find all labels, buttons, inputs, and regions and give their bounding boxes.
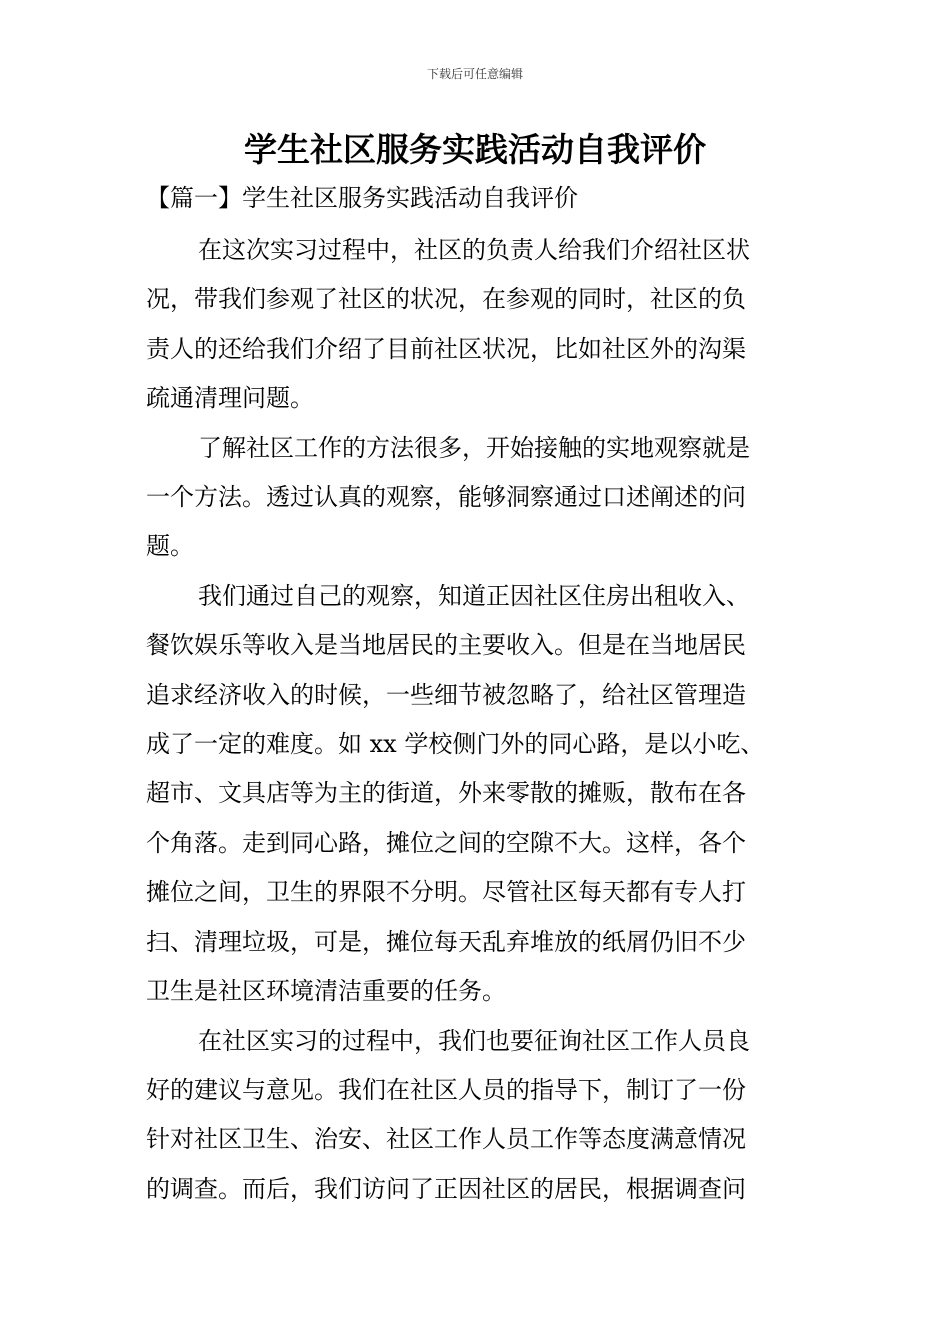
text-line: 一个方法。透过认真的观察，能够洞察通过口述阐述的问	[146, 483, 746, 512]
text-line: 了解社区工作的方法很多，开始接触的实地观察就是	[198, 433, 750, 462]
text-line: 疏通清理问题。	[146, 384, 314, 413]
text-line: 摊位之间，卫生的界限不分明。尽管社区每天都有专人打	[146, 878, 746, 907]
text-line: 针对社区卫生、治安、社区工作人员工作等态度满意情况	[146, 1125, 746, 1154]
text-line: 况，带我们参观了社区的状况，在参观的同时，社区的负	[146, 285, 746, 314]
text-line: 在社区实习的过程中，我们也要征询社区工作人员良	[198, 1026, 750, 1055]
document-body	[146, 226, 806, 1214]
paragraph-4	[146, 1017, 806, 1215]
paragraph-2	[146, 424, 806, 572]
text-line: 餐饮娱乐等收入是当地居民的主要收入。但是在当地居民	[146, 631, 746, 660]
text-line: 好的建议与意见。我们在社区人员的指导下，制订了一份	[146, 1075, 746, 1104]
text-line: 个角落。走到同心路，摊位之间的空隙不大。这样，各个	[146, 828, 746, 857]
text-line: 的调查。而后，我们访问了正因社区的居民，根据调查问	[146, 1174, 746, 1203]
header-note: 下载后可任意编辑	[426, 67, 523, 81]
paragraph-3	[146, 572, 806, 1017]
text-line: 超市、文具店等为主的街道，外来零散的摊贩，散布在各	[146, 779, 746, 808]
text-line: 题。	[146, 532, 194, 561]
text-line: 责人的还给我们介绍了目前社区状况，比如社区外的沟渠	[146, 334, 746, 363]
document-title: 学生社区服务实践活动自我评价	[244, 130, 706, 169]
section-heading: 【篇一】学生社区服务实践活动自我评价	[146, 184, 578, 212]
text-line: 扫、清理垃圾，可是，摊位每天乱弃堆放的纸屑仍旧不少	[146, 927, 746, 956]
text-line: 我们通过自己的观察，知道正因社区住房出租收入、	[198, 581, 750, 610]
paragraph-1	[146, 226, 806, 424]
text-line: 成了一定的难度。如 xx 学校侧门外的同心路，是以小吃、	[146, 730, 765, 759]
text-line: 追求经济收入的时候，一些细节被忽略了，给社区管理造	[146, 680, 746, 709]
text-line: 在这次实习过程中，社区的负责人给我们介绍社区状	[198, 236, 750, 264]
text-line: 卫生是社区环境清洁重要的任务。	[146, 977, 506, 1006]
